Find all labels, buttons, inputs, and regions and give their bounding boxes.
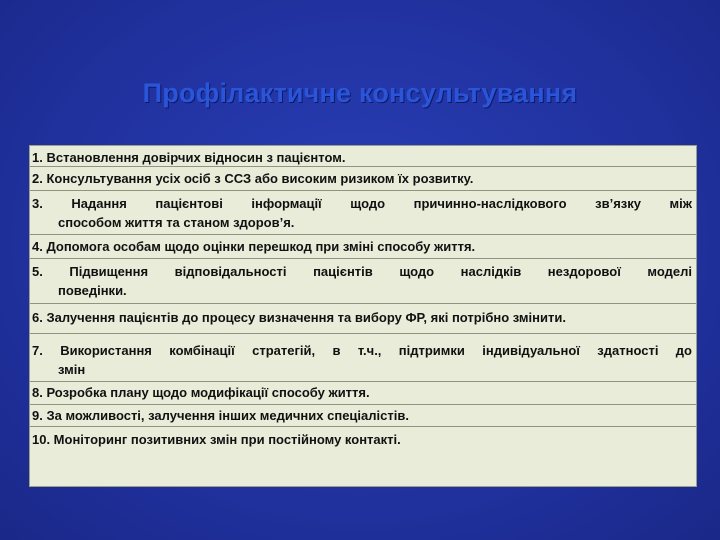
list-item-continuation: змін: [58, 362, 86, 377]
list-item-text: 2. Консультування усіх осіб з ССЗ або високим ризиком їх розвитку.: [32, 171, 474, 186]
list-item-text: 9. За можливості, залучення інших медичних спеціалістів.: [32, 408, 409, 423]
list-item-text: 8. Розробка плану щодо модифікації способу життя.: [32, 385, 370, 400]
list-item-5: [30, 259, 696, 304]
list-item-continuation: способом життя та станом здоров’я.: [58, 215, 295, 230]
list-item-text: 7. Використання комбінації стратегій, в т.ч., підтримки індивідуальної здатності до: [32, 343, 692, 358]
list-item-1: [30, 146, 696, 167]
content-panel: [29, 145, 697, 487]
list-item-text: 6. Залучення пацієнтів до процесу визначення та вибору ФР, які потрібно змінити.: [32, 310, 566, 325]
list-item-6: [30, 304, 696, 334]
list-item-4: [30, 235, 696, 259]
list-item-text: 3. Надання пацієнтові інформації щодо причинно-наслідкового зв’язку між: [32, 196, 692, 211]
list-item-text: 5. Підвищення відповідальності пацієнтів щодо наслідків нездорової моделі: [32, 264, 692, 279]
list-item-continuation: поведінки.: [58, 283, 127, 298]
list-item-3: [30, 191, 696, 235]
list-item-text: 1. Встановлення довірчих відносин з пацієнтом.: [32, 150, 346, 165]
list-item-2: [30, 167, 696, 191]
list-item-7: [30, 334, 696, 382]
list-item-text: 4. Допомога особам щодо оцінки перешкод при зміні способу життя.: [32, 239, 476, 254]
list-item-text: 10. Моніторинг позитивних змін при постійному контакті.: [32, 432, 401, 447]
slide-title: Профілактичне консультування: [142, 78, 578, 108]
list-item-9: [30, 405, 696, 427]
list-item-10: [30, 427, 696, 485]
list-item-8: [30, 382, 696, 405]
